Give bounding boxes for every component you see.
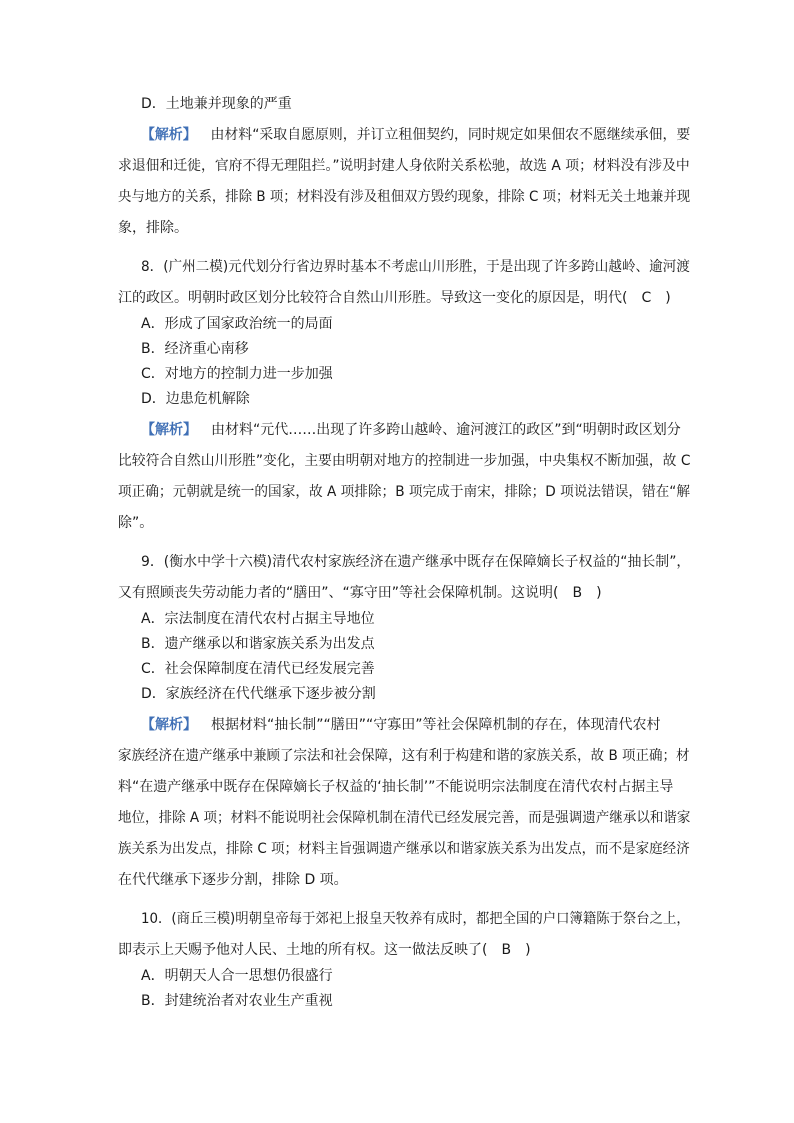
q8-analysis-line-3: 项正确；元朝就是统一的国家，故 A 项排除；B 项完成于南宋，排除；D 项说法错误，错在“解 [118, 484, 690, 500]
q9-option-c: C．社会保障制度在清代已经发展完善 [141, 661, 375, 677]
q9-analysis-line-3: 料“在遗产继承中既存在保障嫡长子权益的‘抽长制’”不能说明宗法制度在清代农村占据主导 [118, 779, 674, 795]
analysis-label: 【解析】 [141, 717, 197, 733]
q9-analysis-line-6: 在代代继承下逐步分割，排除 D 项。 [118, 872, 348, 888]
analysis-7-line-3: 央与地方的关系，排除 B 项；材料没有涉及租佃双方毁约现象，排除 C 项；材料无关土地兼并现 [118, 189, 691, 205]
q9-stem-line-2: 又有照顾丧失劳动能力者的“膳田”、“寡守田”等社会保障机制。这说明( B ) [118, 585, 602, 601]
q8-stem-line-2: 江的政区。明朝时政区划分比较符合自然山川形胜。导致这一变化的原因是，明代( C ) [118, 290, 671, 306]
q9-stem-line-1: 9．(衡水中学十六模)清代农村家族经济在遗产继承中既存在保障嫡长子权益的“抽长制”， [141, 554, 691, 570]
q9-option-a: A．宗法制度在清代农村占据主导地位 [141, 611, 375, 627]
q10-stem-line-2: 即表示上天赐予他对人民、土地的所有权。这一做法反映了( B ) [118, 942, 531, 958]
q8-option-a: A．形成了国家政治统一的局面 [141, 316, 333, 332]
q9-analysis-line-5: 族关系为出发点，排除 C 项；材料主旨强调遗产继承以和谐家族关系为出发点，而不是家庭经济 [118, 841, 690, 857]
q9-option-d: D．家族经济在代代继承下逐步被分割 [141, 686, 376, 702]
q8-stem-line-1: 8．(广州二模)元代划分行省边界时基本不考虑山川形胜，于是出现了许多跨山越岭、逾河渡 [141, 259, 690, 275]
analysis-7-line-1: 【解析】 由材料“采取自愿原则，并订立租佃契约，同时规定如果佃农不愿继续承佃，要 [141, 127, 691, 143]
q9-analysis-line-2: 家族经济在遗产继承中兼顾了宗法和社会保障，这有利于构建和谐的家族关系，故 B 项正确；材 [118, 748, 690, 764]
q9-option-b: B．遗产继承以和谐家族关系为出发点 [141, 636, 375, 652]
q8-analysis-line-4: 除”。 [118, 515, 154, 531]
q10-option-b: B．封建统治者对农业生产重视 [141, 993, 333, 1009]
option-d-prev: D．土地兼并现象的严重 [141, 96, 292, 112]
q8-option-d: D．边患危机解除 [141, 391, 250, 407]
analysis-label: 【解析】 [141, 422, 197, 438]
q10-option-a: A．明朝天人合一思想仍很盛行 [141, 968, 333, 984]
analysis-7-line-4: 象，排除。 [118, 220, 188, 236]
q8-analysis-line-2: 比较符合自然山川形胜”变化，主要由明朝对地方的控制进一步加强，中央集权不断加强，故 C [118, 453, 691, 469]
q8-analysis-line-1: 【解析】 由材料“元代……出现了许多跨山越岭、逾河渡江的政区”到“明朝时政区划分 [141, 422, 681, 438]
q9-analysis-line-1: 【解析】 根据材料“抽长制”“膳田”“守寡田”等社会保障机制的存在，体现清代农村 [141, 717, 661, 733]
q9-analysis-line-4: 地位，排除 A 项；材料不能说明社会保障机制在清代已经发展完善，而是强调遗产继承以和谐家 [118, 810, 691, 826]
q10-stem-line-1: 10．(商丘三模)明朝皇帝每于郊祀上报皇天牧养有成时，都把全国的户口簿籍陈于祭台之上， [141, 911, 690, 927]
q8-option-b: B．经济重心南移 [141, 341, 249, 357]
q8-option-c: C．对地方的控制力进一步加强 [141, 366, 333, 382]
analysis-7-line-2: 求退佃和迁徙，官府不得无理阻拦。”说明封建人身依附关系松驰，故选 A 项；材料没有涉及中 [118, 158, 690, 174]
analysis-label: 【解析】 [141, 127, 197, 143]
